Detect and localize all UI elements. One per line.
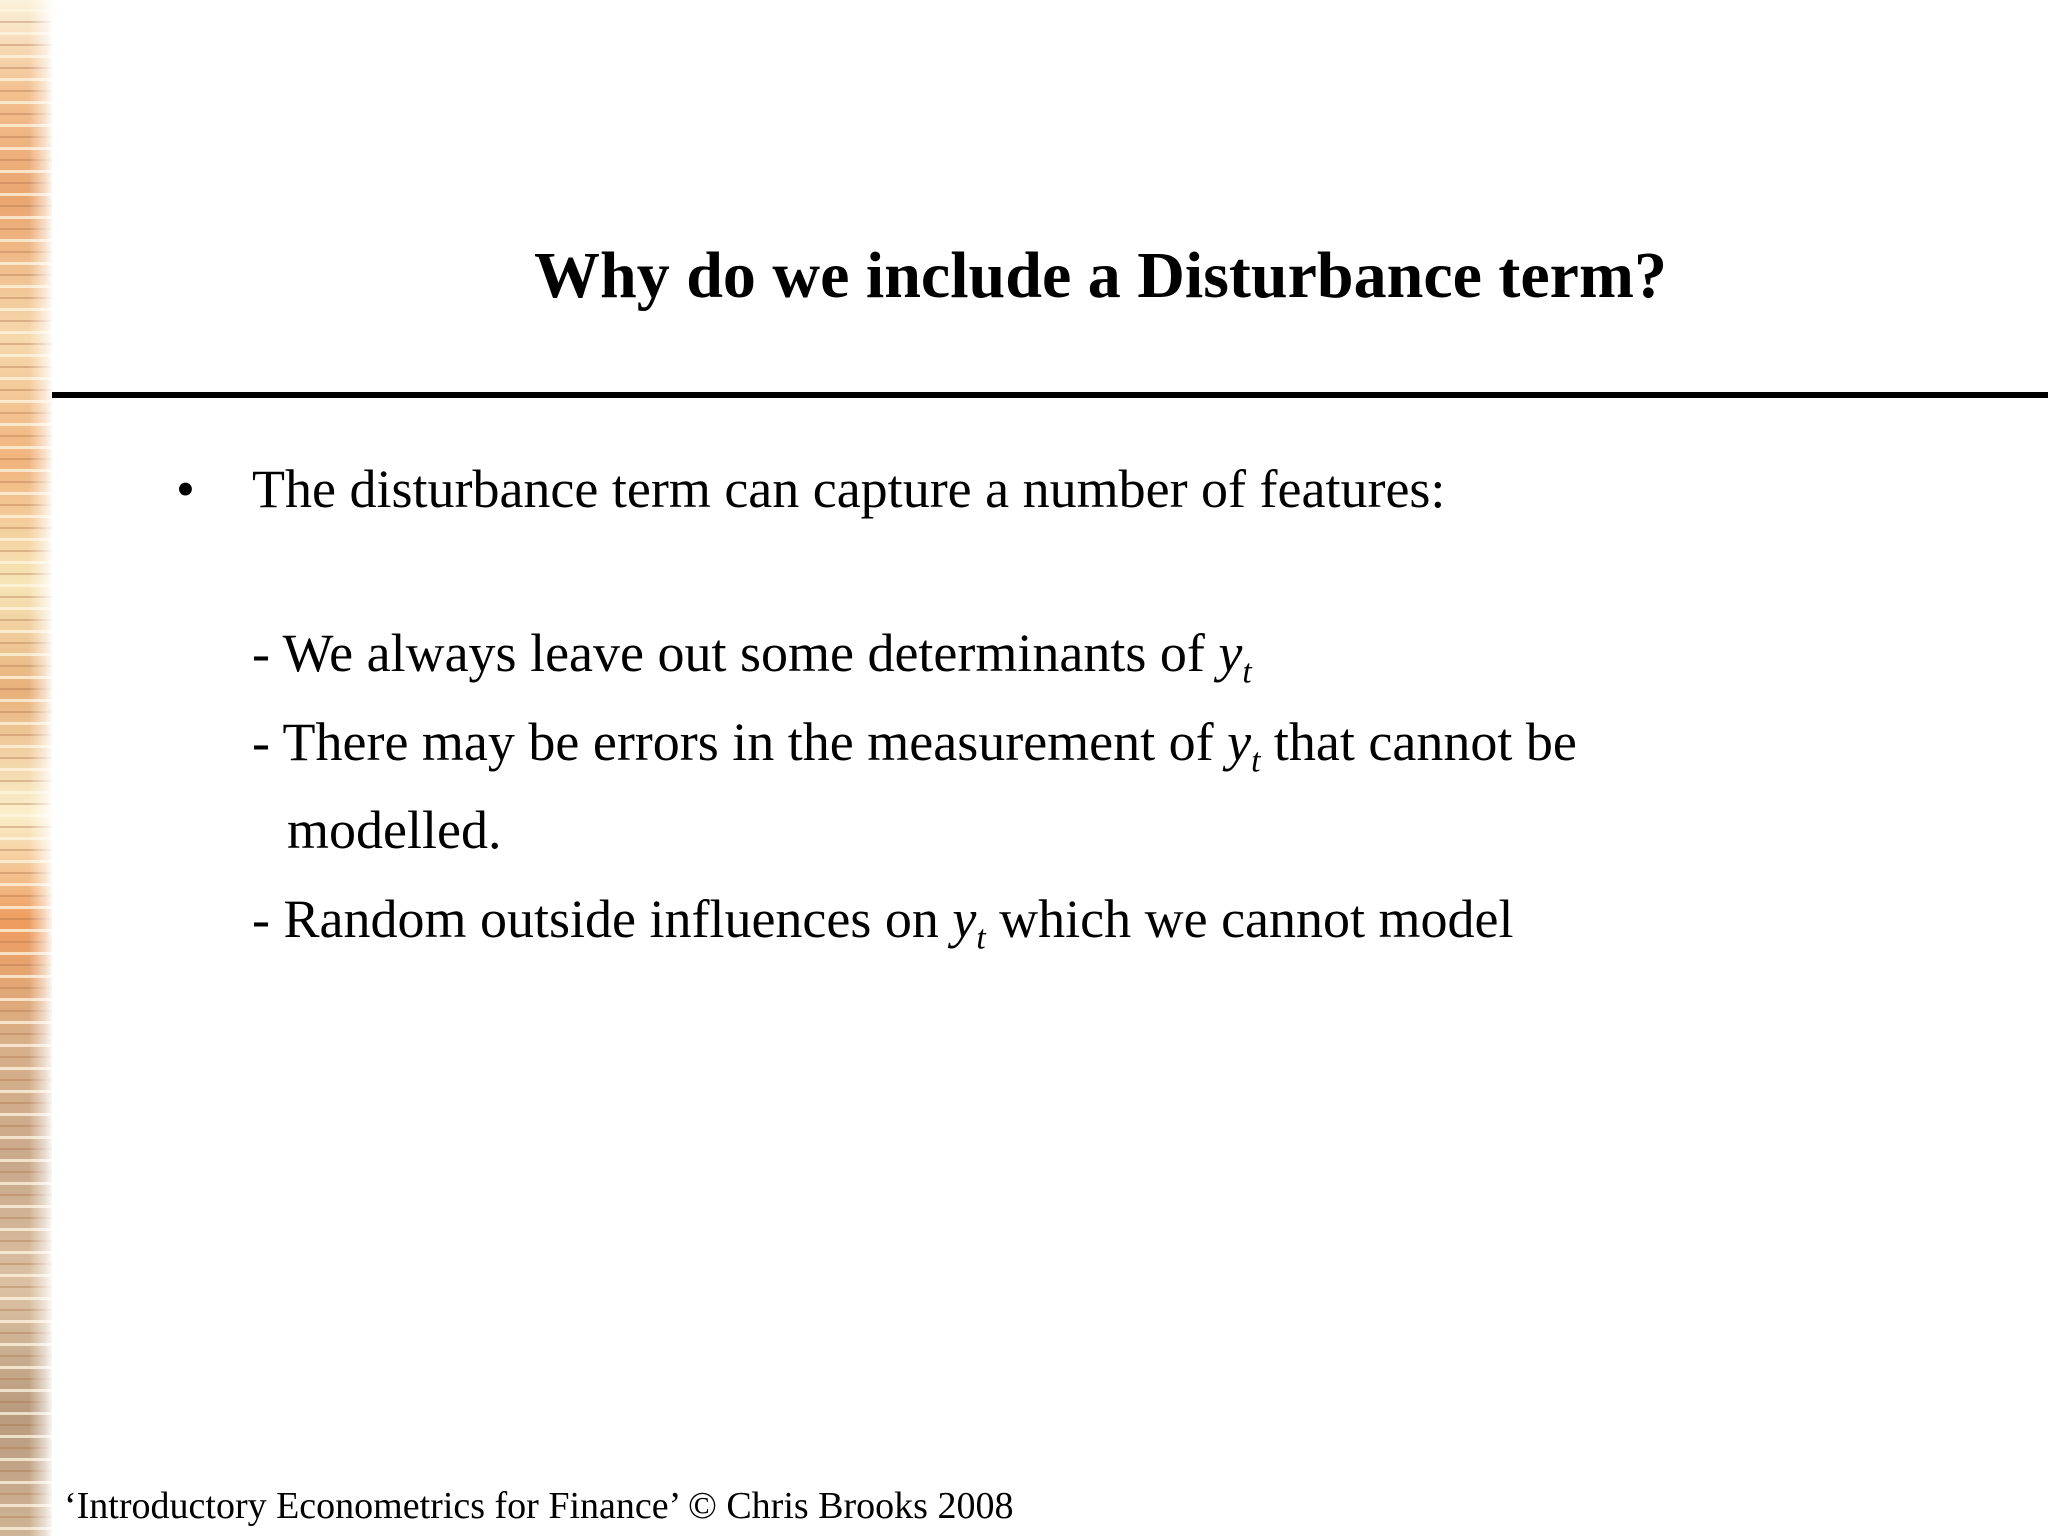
point-text: - We always leave out some determinants of bbox=[252, 623, 1219, 683]
variable-y: y bbox=[1218, 623, 1243, 683]
point-text: - There may be errors in the measurement of bbox=[252, 712, 1228, 772]
variable-y: y bbox=[1227, 712, 1252, 772]
point-omitted-determinants bbox=[252, 621, 1252, 691]
subscript-t: t bbox=[1251, 742, 1261, 780]
point-text: - Random outside influences on bbox=[252, 889, 953, 949]
point-text-after: which we cannot model bbox=[985, 889, 1514, 949]
bullet-marker: • bbox=[176, 459, 195, 519]
point-random-influences bbox=[252, 887, 1514, 957]
variable-y: y bbox=[952, 889, 977, 949]
decorative-side-strip bbox=[0, 0, 52, 1536]
subscript-t: t bbox=[976, 919, 986, 957]
point-measurement-errors-continued: modelled. bbox=[287, 800, 502, 860]
slide-title: Why do we include a Disturbance term? bbox=[534, 239, 1667, 312]
bullet-text: The disturbance term can capture a number of features: bbox=[252, 459, 1446, 519]
point-measurement-errors bbox=[252, 710, 1577, 780]
point-text-after: that cannot be bbox=[1260, 712, 1577, 772]
subscript-t: t bbox=[1242, 653, 1252, 691]
title-divider bbox=[52, 392, 2048, 398]
footer-copyright: ‘Introductory Econometrics for Finance’ © Chris Brooks 2008 bbox=[64, 1485, 1014, 1527]
